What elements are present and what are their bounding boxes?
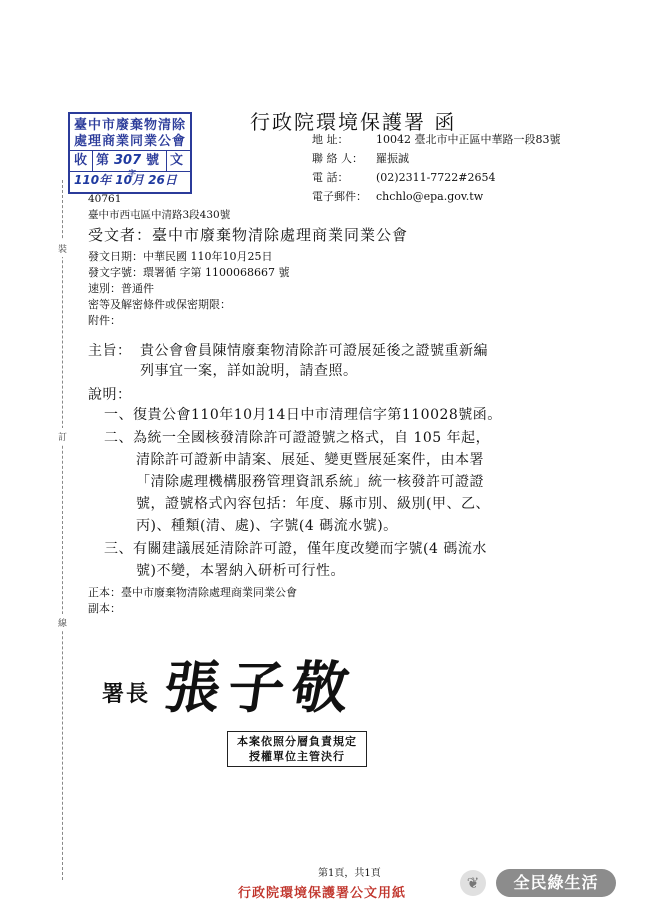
signature-name: 張子敬 [159,655,362,721]
explanation-item2-line2: 清除許可證新申請案、展延、變更暨展延案件，由本署 [136,452,484,468]
subject-line1: 貴公會會員陳情廢棄物清除許可證展延後之證號重新編 [140,343,488,359]
delegation-line1: 本案依照分層負責規定 [237,735,357,748]
contact-value: 羅振誠 [376,152,409,165]
issue-date: 發文日期：中華民國 110年10月25日 [88,250,273,263]
explanation-item2-line4: 號，證號格式內容包括：年度、縣市別、級別(甲、乙、 [136,496,490,512]
explanation-item1: 一、復貴公會110年10月14日中市清理信字第110028號函。 [104,407,502,423]
watermark-text: 全民綠生活 [496,869,616,897]
binding-mark-zhuang: 裝 [58,240,67,257]
stamp-zi: 字 [128,168,136,178]
stamp-year: 110 [74,173,100,187]
stamp-hao: 號 [146,153,160,168]
binding-mark-ding: 訂 [58,428,67,445]
speed: 速別：普通件 [88,282,154,295]
subject-label: 主旨： [88,343,132,359]
distribution-main: 正本：臺中市廢棄物清除處理商業同業公會 [88,586,297,599]
recipient-postal: 40761 [88,193,122,205]
explanation-item2-line3: 「清除處理機構服務管理資訊系統」統一核發許可證證 [136,474,484,490]
address-value: 10042 臺北市中正區中華路一段83號 [376,133,561,146]
watermark-logo [460,866,618,900]
binding-mark-xian: 線 [58,614,67,631]
address-label: 地 址： [312,133,349,146]
binding-line [62,180,64,880]
page-number: 第1頁，共1頁 [318,868,381,879]
subject-line2: 列事宜一案，詳如說明，請查照。 [140,363,358,379]
secrecy: 密等及解密條件或保密期限： [88,298,231,311]
recipient-line [88,224,408,245]
explanation-item2-line5: 丙)、種類(清、處)、字號(4 碼流水號)。 [136,518,398,534]
issue-number: 發文字號：環署循 字第 1100068667 號 [88,266,290,279]
explanation-item3-line2: 號)不變，本署納入研析可行性。 [136,563,345,579]
stamp-day: 26 [148,173,165,187]
leaf-icon: ❦ [460,870,486,896]
email-value: chchlo@epa.gov.tw [376,190,484,203]
recipient-label: 受文者： [88,226,153,244]
stamp-org-line2: 處理商業同業公會 [74,134,187,149]
phone-value: (02)2311-7722#2654 [376,171,496,184]
stamp-org-line1: 臺中市廢棄物清除 [74,118,187,133]
attachment: 附件： [88,314,121,327]
phone-label: 電 話： [312,171,349,184]
signature-title: 署長 [102,681,151,707]
stamp-yue: 月 [131,173,144,187]
stamp-month: 10 [115,173,132,187]
recipient-name: 臺中市廢棄物清除處理商業同業公會 [152,226,409,244]
explanation-item2-line1: 二、為統一全國核發清除許可證證號之格式，自 105 年起， [104,430,491,446]
contact-block [312,130,632,210]
stamp-shou: 收 [74,153,88,168]
footer-agency: 行政院環境保護署公文用紙 [238,886,407,901]
explanation-item3-line1: 三、有關建議展延清除許可證，僅年度改變而字號(4 碼流水 [104,541,487,557]
stamp-ri: 日 [164,173,177,187]
distribution-copy: 副本： [88,602,121,615]
document-title: 行政院環境保護署 函 [250,110,457,134]
email-label: 電子郵件： [312,190,367,203]
stamp-nian: 年 [99,173,112,187]
explanation-label: 說明： [88,387,132,403]
stamp-di: 第 [96,153,110,168]
received-stamp [68,112,192,194]
stamp-org [74,118,186,150]
stamp-wen: 文 [170,153,184,168]
recipient-address: 臺中市西屯區中清路3段430號 [88,209,231,221]
stamp-number-row [70,150,190,178]
stamp-date [74,170,177,190]
delegation-line2: 授權單位主管決行 [249,750,345,763]
delegation-stamp [227,731,367,767]
contact-label: 聯 絡 人： [312,152,363,165]
stamp-number: 307 [114,153,142,168]
